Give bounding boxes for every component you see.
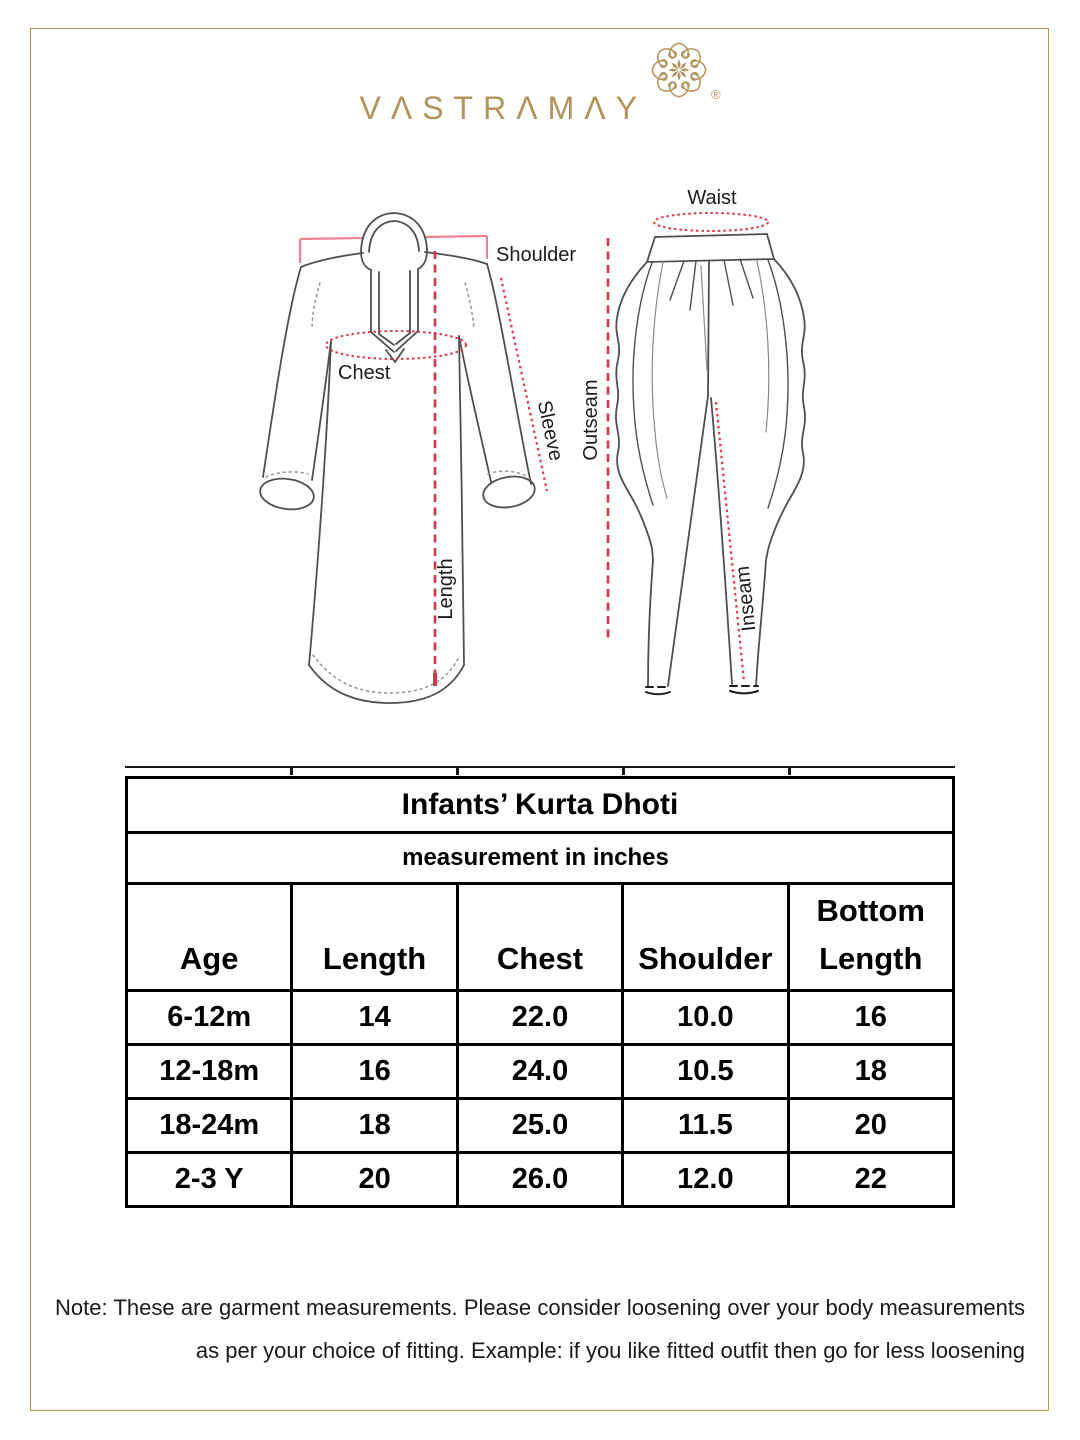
table-title-row (127, 778, 954, 833)
table-top-tick (290, 766, 293, 775)
cell-length: 14 (292, 991, 457, 1045)
table-top-line (125, 766, 955, 768)
cell-chest: 25.0 (457, 1099, 622, 1153)
waist-measure-ellipse (654, 213, 768, 231)
cell-bottom-length: 18 (788, 1045, 953, 1099)
sleeve-measure-line (501, 278, 547, 491)
chest-measure-ellipse (326, 331, 466, 359)
cell-age: 2-3 Y (127, 1153, 292, 1207)
cell-chest: 26.0 (457, 1153, 622, 1207)
column-header-chest: Chest (457, 884, 622, 991)
size-chart-table (125, 776, 955, 1208)
label-outseam: Outseam (580, 379, 602, 461)
cell-bottom-length: 20 (788, 1099, 953, 1153)
column-header-length: Length (292, 884, 457, 991)
dhoti-drawing (616, 234, 805, 694)
cell-length: 18 (292, 1099, 457, 1153)
column-header-bottom-length: Bottom Length (788, 884, 953, 991)
cell-shoulder: 11.5 (623, 1099, 788, 1153)
cell-length: 16 (292, 1045, 457, 1099)
cell-age: 12-18m (127, 1045, 292, 1099)
table-unit-row (127, 833, 954, 884)
brand-flower-icon (649, 40, 709, 100)
cell-shoulder: 10.5 (623, 1045, 788, 1099)
label-length: Length (435, 558, 457, 620)
unit-label: measurement in inches (127, 833, 954, 884)
table-row (127, 991, 954, 1045)
label-waist: Waist (687, 187, 737, 209)
label-chest: Chest (338, 362, 391, 384)
cell-bottom-length: 22 (788, 1153, 953, 1207)
garment-measurement-diagram (245, 180, 905, 740)
cell-length: 20 (292, 1153, 457, 1207)
column-header-shoulder: Shoulder (623, 884, 788, 991)
label-shoulder: Shoulder (496, 244, 577, 266)
table-top-tick (622, 766, 625, 775)
cell-shoulder: 10.0 (623, 991, 788, 1045)
cell-age: 6-12m (127, 991, 292, 1045)
cell-chest: 22.0 (457, 991, 622, 1045)
table-row (127, 1153, 954, 1207)
cell-age: 18-24m (127, 1099, 292, 1153)
table-title: Infants’ Kurta Dhoti (127, 778, 954, 833)
note-text: Note: These are garment measurements. Please consider loosening over your body measurements as per your choice of fitting. Example: if you like fitted outfit then go for less loosening (55, 1295, 1025, 1363)
column-header-age: Age (127, 884, 292, 991)
label-inseam: Inseam (731, 564, 761, 633)
table-row (127, 1045, 954, 1099)
registered-mark-icon: ® (710, 87, 721, 102)
label-sleeve: Sleeve (532, 398, 567, 463)
table-row (127, 1099, 954, 1153)
kurta-drawing (258, 213, 537, 703)
cell-chest: 24.0 (457, 1045, 622, 1099)
cell-shoulder: 12.0 (623, 1153, 788, 1207)
table-header-row (127, 884, 954, 991)
brand-logo (0, 40, 1080, 128)
cell-bottom-length: 16 (788, 991, 953, 1045)
table-top-tick (788, 766, 791, 775)
table-top-tick (456, 766, 459, 775)
brand-logo-text: VΛSTRΛMΛY (359, 90, 647, 126)
